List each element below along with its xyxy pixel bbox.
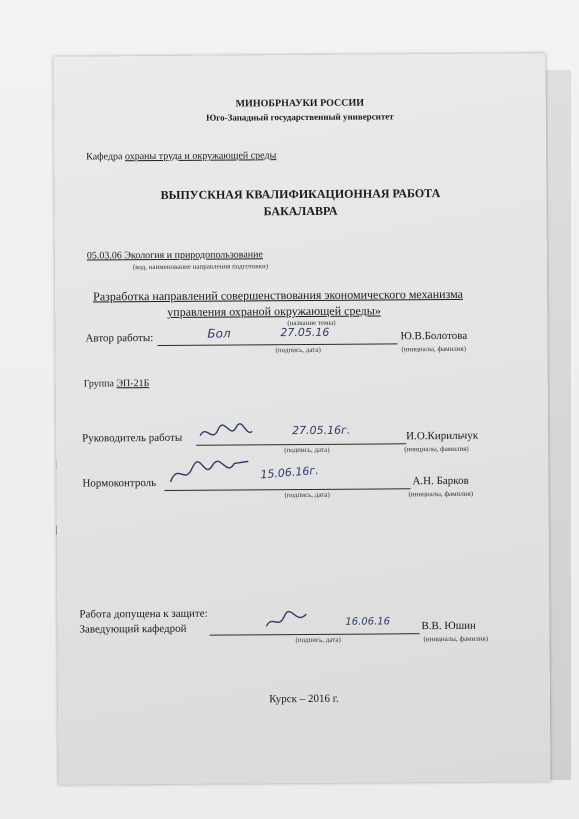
supervisor-name-caption: (инициалы, фамилия) [404,444,469,454]
ministry-heading: МИНОБРНАУКИ РОССИИ [235,97,365,110]
city-year: Курск – 2016 г. [269,692,339,706]
normcontrol-date: 15.06.16г. [259,463,320,482]
university-name: Юго-Западный государственный университет [206,111,394,123]
normcontrol-signature-scribble [164,457,254,488]
head-date: 16.06.16 [345,616,390,628]
normcontrol-label: Нормоконтроль [82,477,157,490]
title-page [53,53,550,784]
supervisor-label: Руководитель работы [82,431,183,445]
author-label: Автор работы: [85,332,154,345]
group-line [84,378,150,389]
group-value: ЭП-21Б [116,378,150,390]
group-label: Группа [83,378,117,390]
head-signature-scribble [262,610,310,632]
normcontrol-sign-caption: (подпись, дата) [284,490,330,500]
supervisor-signature-scribble [196,421,256,443]
head-of-department-label: Заведующий кафедрой [79,622,187,636]
department-line [86,150,276,162]
normcontrol-name: А.Н. Барков [412,474,469,488]
supervisor-sign-caption: (подпись, дата) [284,445,330,455]
topic-caption: (название темы) [287,318,336,328]
supervisor-date: 27.05.16г. [292,423,351,438]
author-sign-caption: (подпись, дата) [275,345,321,355]
direction-value: 05.03.06 Экология и природопользование [86,249,263,262]
department-value: охраны труда и окружающей среды [124,150,277,163]
head-sign-caption: (подпись, дата) [295,635,341,645]
head-name-caption: (инициалы, фамилия) [423,634,489,644]
document-title-line-2: БАКАЛАВРА [263,203,338,219]
head-name: В.В. Юшин [421,619,476,633]
admission-line: Работа допущена к защите: [79,607,208,621]
topic-line-2: управления охраной окружающей среды» [167,303,381,319]
department-label: Кафедра [86,151,125,163]
author-name: Ю.В.Болотова [400,329,468,343]
author-date: 27.05.16 [280,325,330,340]
normcontrol-name-caption: (инициалы, фамилия) [408,489,474,499]
topic-line-1: Разработка направлений совершенствования экономического механизма [93,286,464,304]
document-title-line-1: ВЫПУСКНАЯ КВАЛИФИКАЦИОННАЯ РАБОТА [160,186,441,202]
supervisor-name: И.О.Кирильчук [406,429,479,443]
direction-caption: (код, наименование направления подготовки) [132,262,269,272]
author-signature: Бол [207,326,231,341]
author-name-caption: (инициалы, фамилия) [401,344,467,354]
